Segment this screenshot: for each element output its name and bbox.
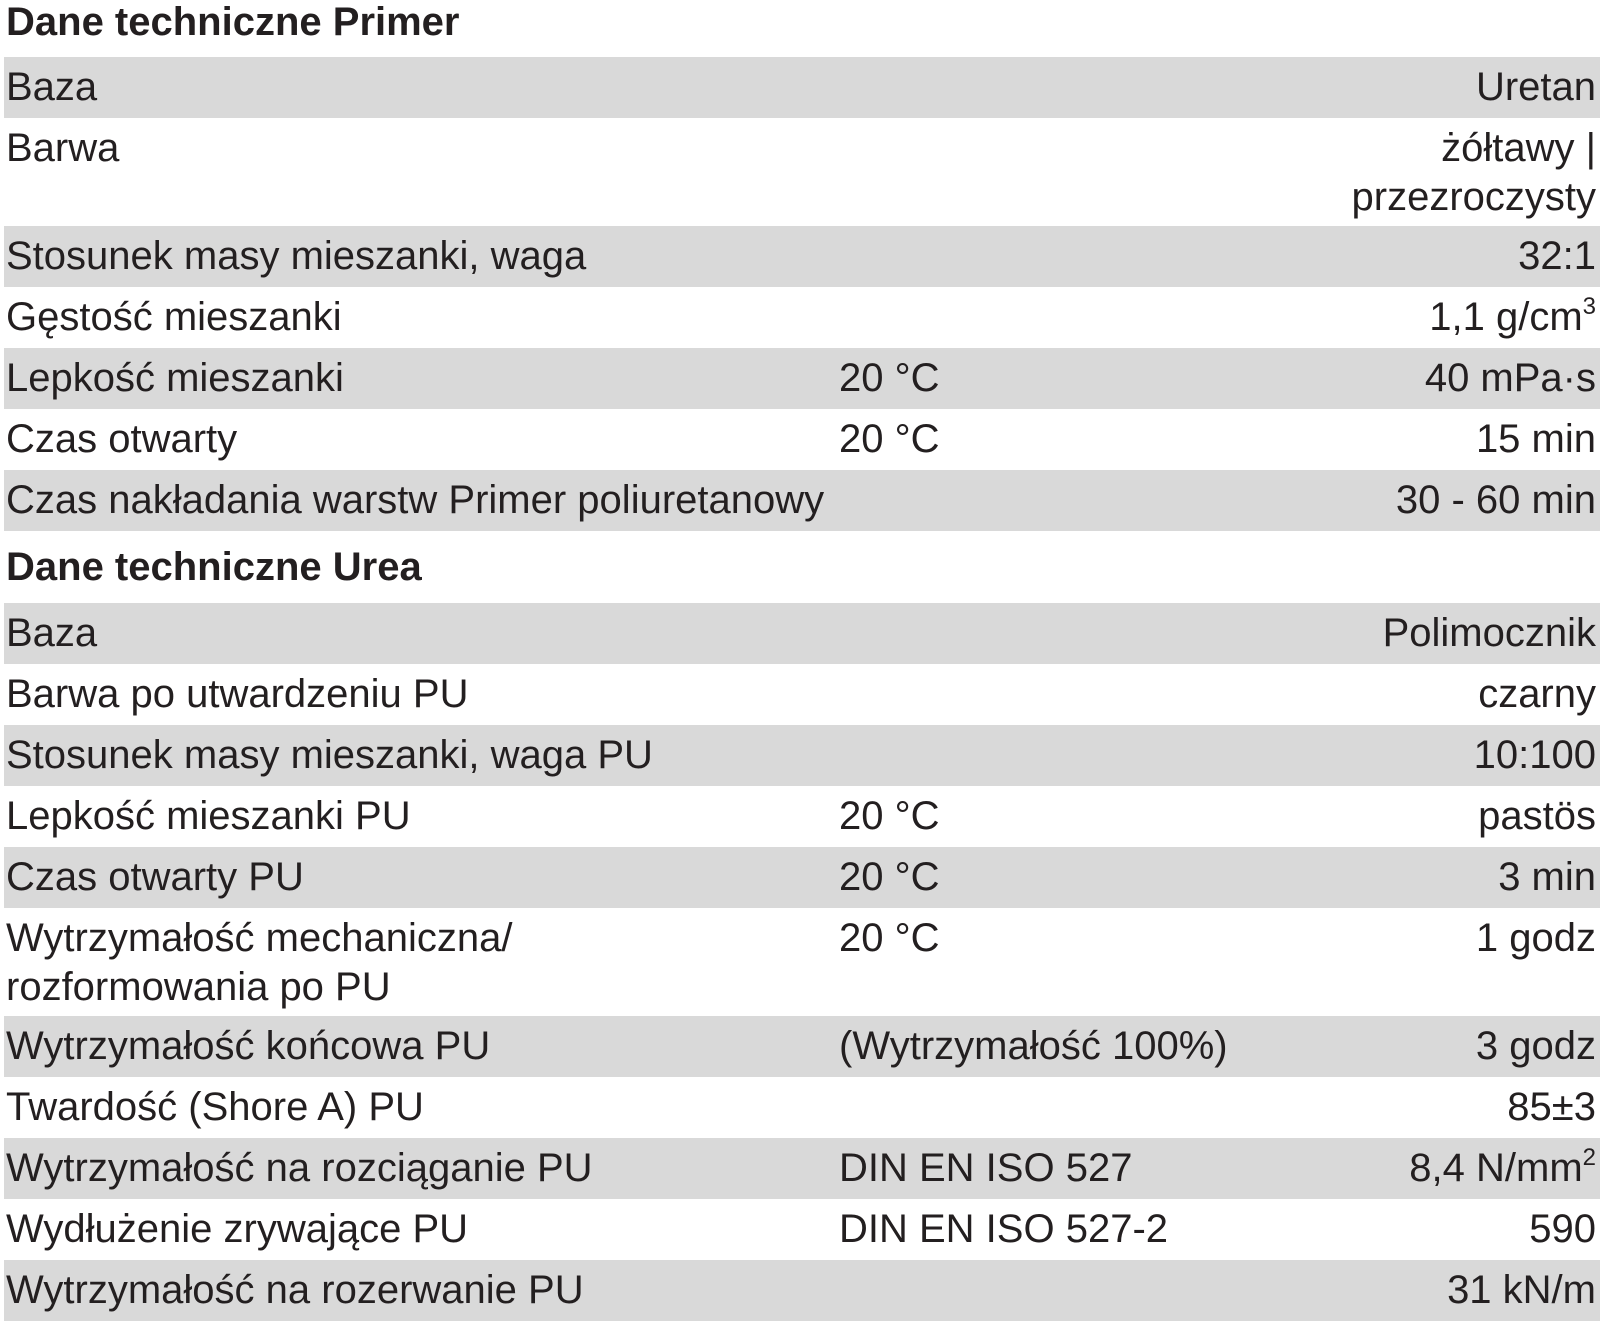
row-value: 1,1 $g/cm^3$ xyxy=(1429,293,1596,339)
urea-row-tensile-strength xyxy=(4,1138,1600,1199)
row-label: Wytrzymałość mechaniczna/ rozformowania po PU xyxy=(6,916,513,1009)
row-label: Stosunek masy mieszanki, waga xyxy=(6,234,587,278)
primer-row-mix-ratio xyxy=(4,226,1600,287)
row-condition: 20 °C xyxy=(839,356,940,400)
urea-row-mix-ratio xyxy=(4,725,1600,786)
row-value: 1 godz xyxy=(1475,916,1596,960)
row-condition: 20 °C xyxy=(839,794,940,838)
row-value: pastös xyxy=(1478,794,1596,838)
urea-row-demold-strength xyxy=(4,908,1600,1016)
urea-row-viscosity xyxy=(4,786,1600,847)
urea-row-hardness xyxy=(4,1077,1600,1138)
row-label: Wytrzymałość na rozerwanie PU xyxy=(6,1268,584,1312)
urea-section-title: Dane techniczne Urea xyxy=(6,545,422,589)
row-value: 590 xyxy=(1529,1207,1596,1251)
row-value: 3 godz xyxy=(1475,1024,1596,1068)
row-condition: DIN EN ISO 527 xyxy=(839,1146,1133,1190)
row-label: Gęstość mieszanki xyxy=(6,295,342,339)
row-label: Lepkość mieszanki PU xyxy=(6,794,411,838)
row-value: 8,4 $N/mm^2$ xyxy=(1409,1144,1596,1190)
row-value: 10:100 xyxy=(1473,733,1596,777)
urea-row-elongation xyxy=(4,1199,1600,1260)
row-condition: 20 °C xyxy=(839,417,940,461)
row-label: Twardość (Shore A) PU xyxy=(6,1085,424,1129)
row-label: Wydłużenie zrywające PU xyxy=(6,1207,469,1251)
row-value: żółtawy | przezroczysty xyxy=(1351,126,1596,219)
row-label: Barwa po utwardzeniu PU xyxy=(6,672,469,716)
row-value: 31 kN/m xyxy=(1447,1268,1596,1312)
row-label: Baza xyxy=(6,611,98,655)
primer-row-density xyxy=(4,287,1600,348)
row-label: Czas otwarty PU xyxy=(6,855,304,899)
primer-row-base xyxy=(4,57,1600,118)
urea-row-tear-strength xyxy=(4,1260,1600,1321)
primer-section-title: Dane techniczne Primer xyxy=(6,0,460,44)
row-label: Wytrzymałość na rozciąganie PU xyxy=(6,1146,593,1190)
primer-row-open-time xyxy=(4,409,1600,470)
row-value: 15 min xyxy=(1475,417,1596,461)
urea-row-final-strength xyxy=(4,1016,1600,1077)
row-label: Czas nakładania warstw Primer poliuretanowy xyxy=(6,478,825,522)
urea-row-color xyxy=(4,664,1600,725)
primer-row-color xyxy=(4,118,1600,226)
row-value: 85±3 xyxy=(1507,1085,1596,1129)
row-label: Wytrzymałość końcowa PU xyxy=(6,1024,491,1068)
row-label: Stosunek masy mieszanki, waga PU xyxy=(6,733,653,777)
row-condition: 20 °C xyxy=(839,855,940,899)
row-value: 32:1 xyxy=(1518,234,1596,278)
technical-data-sheet xyxy=(4,0,1600,1321)
row-label: Barwa xyxy=(6,126,120,170)
row-label: Czas otwarty xyxy=(6,417,238,461)
row-condition: 20 °C xyxy=(839,916,940,960)
row-value: Polimocznik xyxy=(1382,611,1596,655)
urea-row-base xyxy=(4,603,1600,664)
row-value: 30 - 60 min xyxy=(1395,478,1596,522)
row-label: Baza xyxy=(6,65,98,109)
row-value: Uretan xyxy=(1475,65,1596,109)
primer-row-layer-time xyxy=(4,470,1600,531)
row-condition: DIN EN ISO 527-2 xyxy=(839,1207,1169,1251)
row-value: 40 mPa·s xyxy=(1424,356,1596,400)
urea-row-open-time xyxy=(4,847,1600,908)
primer-row-viscosity xyxy=(4,348,1600,409)
row-value: czarny xyxy=(1478,672,1596,716)
row-label: Lepkość mieszanki xyxy=(6,356,344,400)
row-condition: (Wytrzymałość 100%) xyxy=(839,1024,1228,1068)
row-value: 3 min xyxy=(1498,855,1596,899)
